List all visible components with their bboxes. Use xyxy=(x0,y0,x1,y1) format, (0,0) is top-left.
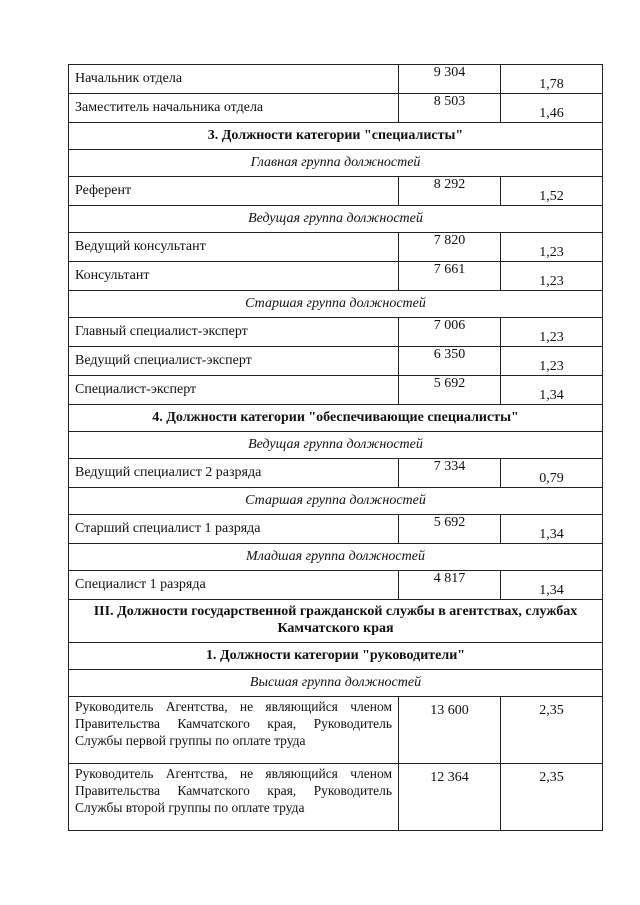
category-header-row xyxy=(69,123,603,150)
coefficient-value: 1,23 xyxy=(501,262,603,291)
group-header-row xyxy=(69,291,603,318)
table-row xyxy=(69,318,603,347)
category-heading: 4. Должности категории "обеспечивающие специалисты" xyxy=(69,405,603,432)
category-header-row xyxy=(69,405,603,432)
coefficient-value: 1,23 xyxy=(501,233,603,262)
coefficient-value: 2,35 xyxy=(501,697,603,764)
salary-value: 6 350 xyxy=(399,347,501,376)
coefficient-value: 1,23 xyxy=(501,318,603,347)
table-row xyxy=(69,233,603,262)
group-heading: Главная группа должностей xyxy=(69,150,603,177)
position-name: Начальник отдела xyxy=(69,65,399,94)
table-row xyxy=(69,515,603,544)
coefficient-value: 1,52 xyxy=(501,177,603,206)
position-name: Ведущий специалист 2 разряда xyxy=(69,459,399,488)
position-name: Ведущий консультант xyxy=(69,233,399,262)
salary-value: 4 817 xyxy=(399,571,501,600)
salary-value: 7 334 xyxy=(399,459,501,488)
category-header-row xyxy=(69,643,603,670)
group-header-row xyxy=(69,544,603,571)
section-header-row xyxy=(69,600,603,643)
group-heading: Высшая группа должностей xyxy=(69,670,603,697)
position-name: Руководитель Агентства, не являющийся членом Правительства Камчатского края, Руководитель Службы второй группы по оплате труда xyxy=(69,764,399,831)
table-row xyxy=(69,571,603,600)
table-row xyxy=(69,65,603,94)
table-row xyxy=(69,177,603,206)
group-heading: Старшая группа должностей xyxy=(69,488,603,515)
salary-value: 8 292 xyxy=(399,177,501,206)
table-row xyxy=(69,94,603,123)
salary-value: 8 503 xyxy=(399,94,501,123)
coefficient-value: 1,34 xyxy=(501,376,603,405)
group-header-row xyxy=(69,432,603,459)
table-row xyxy=(69,459,603,488)
salary-value: 7 006 xyxy=(399,318,501,347)
group-header-row xyxy=(69,488,603,515)
position-name: Консультант xyxy=(69,262,399,291)
position-name: Старший специалист 1 разряда xyxy=(69,515,399,544)
group-heading: Старшая группа должностей xyxy=(69,291,603,318)
category-heading: 1. Должности категории "руководители" xyxy=(69,643,603,670)
group-header-row xyxy=(69,206,603,233)
group-heading: Ведущая группа должностей xyxy=(69,206,603,233)
coefficient-value: 1,34 xyxy=(501,571,603,600)
group-heading: Младшая группа должностей xyxy=(69,544,603,571)
position-name: Специалист-эксперт xyxy=(69,376,399,405)
salary-value: 9 304 xyxy=(399,65,501,94)
category-heading: 3. Должности категории "специалисты" xyxy=(69,123,603,150)
coefficient-value: 1,46 xyxy=(501,94,603,123)
coefficient-value: 2,35 xyxy=(501,764,603,831)
position-name: Руководитель Агентства, не являющийся членом Правительства Камчатского края, Руководитель Службы первой группы по оплате труда xyxy=(69,697,399,764)
position-name: Специалист 1 разряда xyxy=(69,571,399,600)
position-name: Главный специалист-эксперт xyxy=(69,318,399,347)
coefficient-value: 0,79 xyxy=(501,459,603,488)
salary-value: 7 661 xyxy=(399,262,501,291)
group-heading: Ведущая группа должностей xyxy=(69,432,603,459)
group-header-row xyxy=(69,150,603,177)
table-row xyxy=(69,262,603,291)
table-row xyxy=(69,764,603,831)
position-name: Референт xyxy=(69,177,399,206)
salary-table xyxy=(68,64,603,831)
table-row xyxy=(69,697,603,764)
salary-value: 13 600 xyxy=(399,697,501,764)
salary-value: 7 820 xyxy=(399,233,501,262)
salary-value: 12 364 xyxy=(399,764,501,831)
coefficient-value: 1,23 xyxy=(501,347,603,376)
group-header-row xyxy=(69,670,603,697)
coefficient-value: 1,34 xyxy=(501,515,603,544)
salary-value: 5 692 xyxy=(399,515,501,544)
table-row xyxy=(69,347,603,376)
section-heading: III. Должности государственной гражданской службы в агентствах, службах Камчатского края xyxy=(69,600,603,643)
position-name: Ведущий специалист-эксперт xyxy=(69,347,399,376)
salary-value: 5 692 xyxy=(399,376,501,405)
position-name: Заместитель начальника отдела xyxy=(69,94,399,123)
coefficient-value: 1,78 xyxy=(501,65,603,94)
table-row xyxy=(69,376,603,405)
